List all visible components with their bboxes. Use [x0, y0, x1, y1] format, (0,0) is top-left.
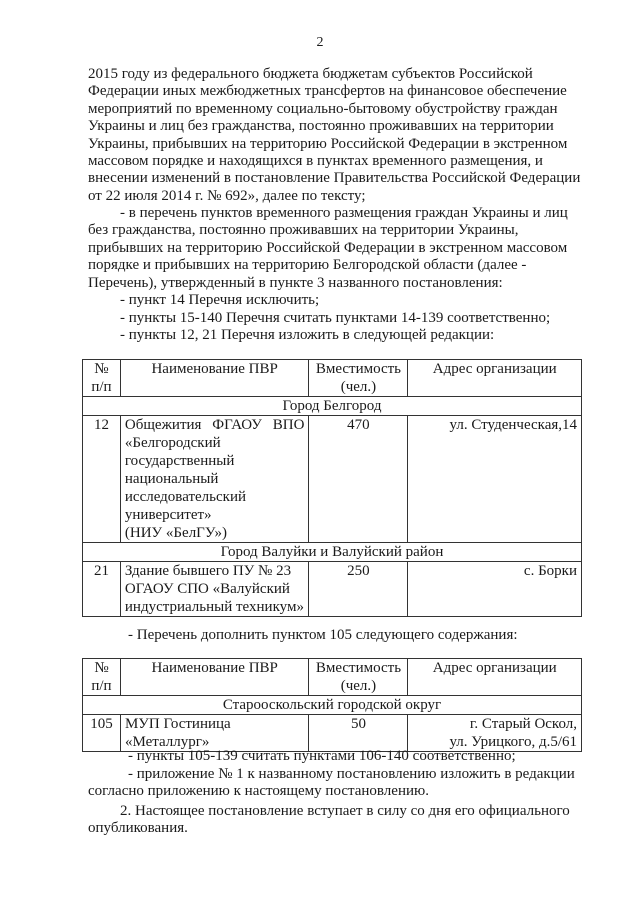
final-line: опубликования.	[88, 820, 188, 837]
intro-paragraph	[88, 66, 583, 205]
intro-line: Украины, прибывших на территорию Российской Федерации в экстренном	[88, 135, 568, 152]
list-line: прибывших на территорию Российской Федерации в экстренном массовом	[88, 239, 568, 256]
intro-line: мероприятий по временному социально-бытовому обустройству граждан	[88, 100, 558, 117]
intro-line: от 22 июля 2014 г. № 692», далее по тексту;	[88, 187, 366, 204]
group-row	[83, 543, 582, 562]
table-pvr-1	[82, 359, 582, 617]
intro-line: внесении изменений в постановление Правительства Российской Федерации	[88, 170, 581, 187]
after-line: - пункты 105-139 считать пунктами 106-140 соответственно;	[128, 748, 516, 764]
table-row	[83, 416, 582, 543]
table-pvr-2	[82, 658, 582, 752]
list-line: без гражданства, постоянно проживавших на территории Украины,	[88, 222, 519, 239]
row-num: 12	[83, 416, 121, 543]
header-name: Наименование ПВР	[120, 659, 309, 696]
header-name: Наименование ПВР	[120, 360, 309, 397]
row-num: 21	[83, 562, 121, 617]
item-line: - пункт 14 Перечня исключить;	[120, 292, 320, 308]
item-line: - пункты 12, 21 Перечня изложить в следующей редакции:	[120, 327, 495, 343]
group-label: Город Валуйки и Валуйский район	[83, 543, 582, 562]
final-paragraph	[88, 803, 583, 838]
group-row	[83, 397, 582, 416]
header-address: Адрес организации	[408, 360, 582, 397]
row-name: МУП Гостиница «Металлург»	[120, 715, 309, 752]
row-name: Здание бывшего ПУ № 23 ОГАОУ СПО «Валуйский индустриальный техникум»	[120, 562, 309, 617]
list-line: - в перечень пунктов временного размещения граждан Украины и лиц	[120, 205, 568, 221]
row-address: ул. Студенческая,14	[408, 416, 582, 543]
header-address: Адрес организации	[408, 659, 582, 696]
group-label: Город Белгород	[83, 397, 582, 416]
header-capacity: Вместимость (чел.)	[309, 360, 408, 397]
intro-line: 2015 году из федерального бюджета бюджетам субъектов Российской	[88, 66, 533, 82]
table-header-row	[83, 659, 582, 696]
intro-line: массовом порядке и находящихся в пунктах временного размещения, и	[88, 153, 543, 170]
group-row	[83, 696, 582, 715]
table-header-row	[83, 360, 582, 397]
list-paragraph	[88, 205, 583, 292]
item-line: - пункты 15-140 Перечня считать пунктами 14-139 соответственно;	[120, 310, 551, 326]
row-num: 105	[83, 715, 121, 752]
header-capacity: Вместимость (чел.)	[309, 659, 408, 696]
table-row	[83, 562, 582, 617]
after-line: - приложение № 1 к названному постановлению изложить в редакции	[128, 766, 575, 782]
add-item-line: - Перечень дополнить пунктом 105 следующего содержания:	[128, 627, 518, 643]
after-paragraph	[88, 766, 583, 801]
list-line: Перечень), утвержденный в пункте 3 названного постановления:	[88, 274, 503, 291]
row-capacity: 470	[309, 416, 408, 543]
table-row	[83, 715, 582, 752]
header-num: № п/п	[83, 360, 121, 397]
row-capacity: 50	[309, 715, 408, 752]
list-line: порядке и прибывших на территорию Белгородской области (далее -	[88, 257, 527, 274]
after-line: согласно приложению к настоящему постановлению.	[88, 783, 429, 800]
row-address: с. Борки	[408, 562, 582, 617]
group-label: Старооскольский городской округ	[83, 696, 582, 715]
header-num: № п/п	[83, 659, 121, 696]
intro-line: Украины и лиц без гражданства, постоянно проживавших на территории	[88, 118, 554, 135]
row-capacity: 250	[309, 562, 408, 617]
final-line: 2. Настоящее постановление вступает в силу со дня его официального	[120, 803, 570, 819]
row-name: Общежития ФГАОУ ВПО «Белгородский государственный национальный исследовательский университет» (НИУ «БелГУ»)	[120, 416, 309, 543]
row-address: г. Старый Оскол, ул. Урицкого, д.5/61	[408, 715, 582, 752]
page-number: 2	[316, 35, 324, 50]
intro-line: Федерации иных межбюджетных трансфертов на финансовое обеспечение	[88, 83, 567, 100]
